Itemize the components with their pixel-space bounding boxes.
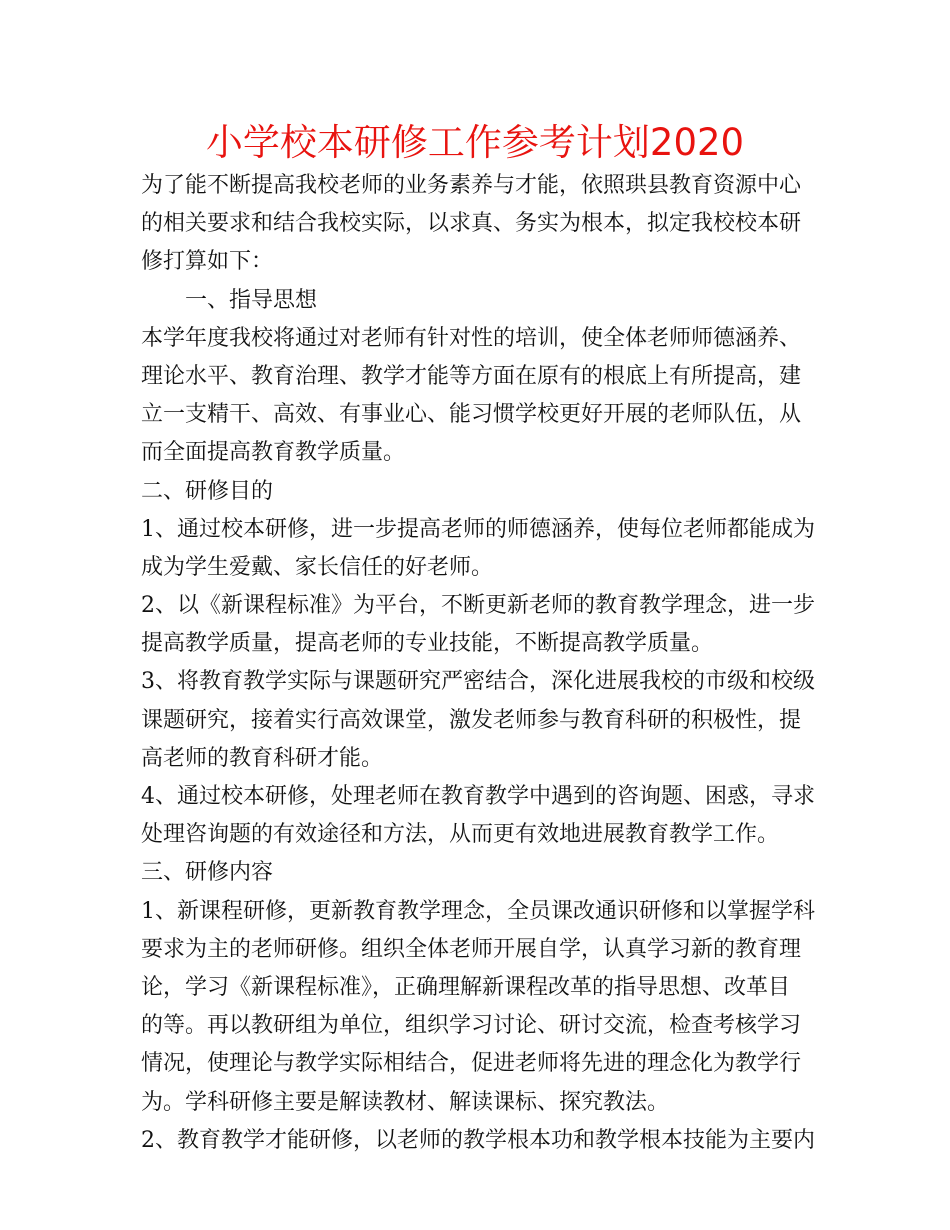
text-line: 3、将教育教学实际与课题研究严密结合，深化进展我校的市级和校级 <box>141 669 815 695</box>
text-line: 二、研修目的 <box>141 478 274 504</box>
document-title: 小学校本研修工作参考计划2020 <box>205 121 745 164</box>
text-line: 论，学习《新课程标准》，正确理解新课程改革的指导思想、改革目 <box>141 974 791 1000</box>
text-line: 而全面提高教育教学质量。 <box>141 440 406 466</box>
text-line: 的等。再以教研组为单位，组织学习讨论、研讨交流，检查考核学习 <box>141 1013 802 1039</box>
text-line: 课题研究，接着实行高效课堂，激发老师参与教育科研的积极性，提 <box>141 707 802 733</box>
document-body <box>141 167 821 1160</box>
text-line: 三、研修内容 <box>141 860 274 886</box>
text-line: 处理咨询题的有效途径和方法，从而更有效地进展教育教学工作。 <box>141 822 780 848</box>
text-line: 情况，使理论与教学实际相结合，促进老师将先进的理念化为教学行 <box>141 1051 802 1077</box>
text-line: 1、通过校本研修，进一步提高老师的师德涵养，使每位老师都能成为 <box>141 516 815 542</box>
text-line: 要求为主的老师研修。组织全体老师开展自学，认真学习新的教育理 <box>141 936 802 962</box>
text-line: 1、新课程研修，更新教育教学理念，全员课改通识研修和以掌握学科 <box>141 898 815 924</box>
text-line: 提高教学质量，提高老师的专业技能，不断提高教学质量。 <box>141 631 714 657</box>
text-line: 为。学科研修主要是解读教材、解读课标、探究教法。 <box>141 1089 670 1115</box>
text-line: 本学年度我校将通过对老师有针对性的培训，使全体老师师德涵养、 <box>141 325 802 351</box>
text-line: 立一支精干、高效、有事业心、能习惯学校更好开展的老师队伍，从 <box>141 402 802 428</box>
text-line: 2、教育教学才能研修，以老师的教学根本功和教学根本技能为主要内 <box>141 1127 815 1153</box>
text-line: 高老师的教育科研才能。 <box>141 745 384 771</box>
text-line: 理论水平、教育治理、教学才能等方面在原有的根底上有所提高，建 <box>141 363 802 389</box>
text-line: 一、指导思想 <box>185 287 318 313</box>
text-line: 2、以《新课程标准》为平台，不断更新老师的教育教学理念，进一步 <box>141 593 815 619</box>
text-line: 修打算如下： <box>141 249 274 275</box>
text-line: 4、通过校本研修，处理老师在教育教学中遇到的咨询题、困惑，寻求 <box>141 784 815 809</box>
text-line: 成为学生爱戴、家长信任的好老师。 <box>141 554 494 580</box>
text-line: 为了能不断提高我校老师的业务素养与才能，依照珙县教育资源中心 <box>141 173 802 198</box>
text-line: 的相关要求和结合我校实际，以求真、务实为根本，拟定我校校本研 <box>141 211 802 237</box>
